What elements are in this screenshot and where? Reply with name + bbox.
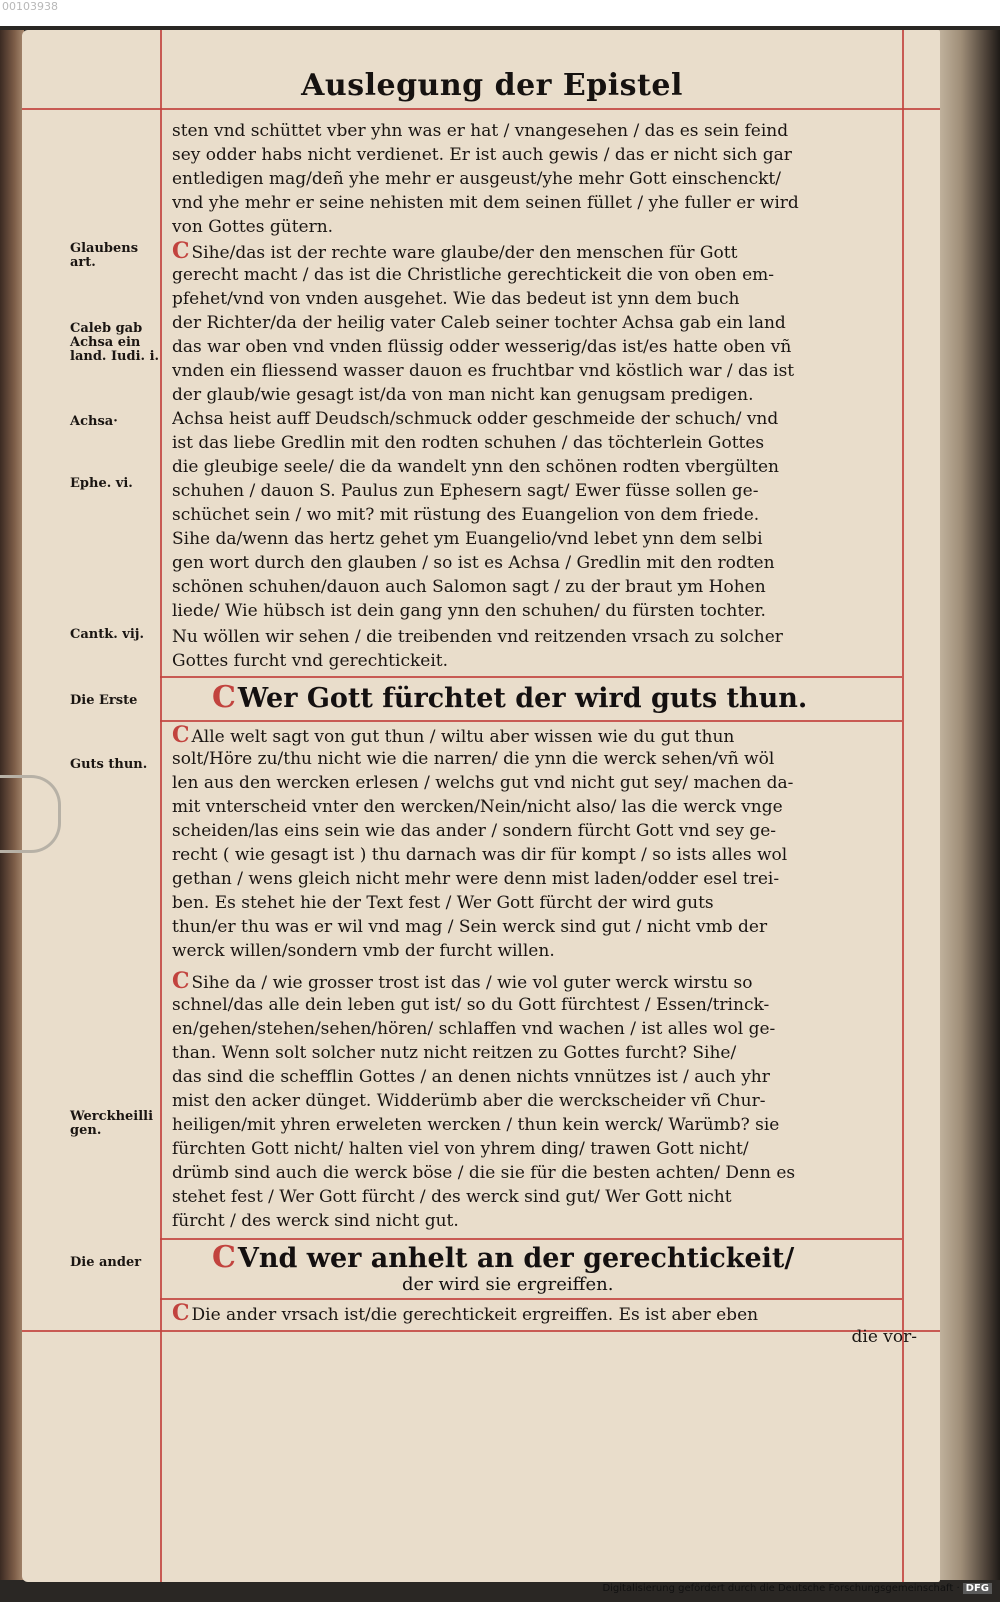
margin-rule-left xyxy=(160,30,162,1582)
text-line: das war oben vnd vnden flüssig odder wesserig/das ist/es hatte oben vñ xyxy=(172,337,792,357)
section-heading-2 xyxy=(212,1240,912,1275)
text-line: stehet fest / Wer Gott fürcht / des werck sind gut/ Wer Gott nicht xyxy=(172,1187,732,1207)
book-right-edge xyxy=(935,30,1000,1580)
pilcrow-icon: C xyxy=(172,970,190,994)
rule-below-heading-2 xyxy=(160,1298,902,1300)
text-line: recht ( wie gesagt ist ) thu darnach was dir für kompt / so ists alles wol xyxy=(172,845,788,865)
gloss-glaubens-art: Glaubens art. xyxy=(70,241,139,270)
dfg-logo: DFG xyxy=(963,1583,992,1594)
pilcrow-icon: C xyxy=(172,724,190,748)
text-line: than. Wenn solt solcher nutz nicht reitzen zu Gottes furcht? Sihe/ xyxy=(172,1043,737,1063)
text-line: vnden ein fliessend wasser dauon es fruchtbar vnd köstlich war / das ist xyxy=(172,361,795,381)
text-line: schuhen / dauon S. Paulus zun Ephesern sagt/ Ewer füsse sollen ge- xyxy=(172,481,759,501)
text-line: von Gottes gütern. xyxy=(172,217,334,237)
text-line: mist den acker dünget. Widderümb aber die werckscheider vñ Chur- xyxy=(172,1091,766,1111)
text-line: pfehet/vnd von vnden ausgehet. Wie das bedeut ist ynn dem buch xyxy=(172,289,740,309)
text-line: drümb sind auch die werck böse / die sie für die besten achten/ Denn es xyxy=(172,1163,796,1183)
text-line: sey odder habs nicht verdienet. Er ist auch gewis / das er nicht sich gar xyxy=(172,145,792,165)
text-line: werck willen/sondern vmb der furcht willen. xyxy=(172,941,555,961)
text-span: Sihe da / wie grosser trost ist das / wie vol guter werck wirstu so xyxy=(191,973,753,993)
text-line: das sind die schefflin Gottes / an denen nichts vnnützes ist / auch yhr xyxy=(172,1067,770,1087)
pilcrow-icon: C xyxy=(212,1240,236,1275)
text-line: scheiden/las eins sein wie das ander / sondern fürcht Gott vnd sey ge- xyxy=(172,821,777,841)
text-line: gerecht macht / das ist die Christliche gerechtickeit die von oben em- xyxy=(172,265,774,285)
text-line: Achsa heist auff Deudsch/schmuck odder geschmeide der schuch/ vnd xyxy=(172,409,779,429)
top-strip xyxy=(0,0,1000,26)
text-line: fürchten Gott nicht/ halten viel von yhrem ding/ trawen Gott nicht/ xyxy=(172,1139,749,1159)
text-line: der glaub/wie gesagt ist/da von man nicht kan genugsam predigen. xyxy=(172,385,754,405)
text-line: thun/er thu was er wil vnd mag / Sein werck sind gut / nicht vmb der xyxy=(172,917,768,937)
rule-above-heading-1 xyxy=(160,676,902,678)
text-line-paragraph-start xyxy=(172,724,917,748)
text-line: en/gehen/stehen/sehen/hören/ schlaffen vnd wachen / ist alles wol ge- xyxy=(172,1019,776,1039)
text-line: gethan / wens gleich nicht mehr were denn mist laden/odder esel trei- xyxy=(172,869,780,889)
heading-text: Wer Gott fürchtet der wird guts thun. xyxy=(237,683,808,714)
section-heading-1 xyxy=(212,680,912,715)
text-line: Sihe da/wenn das hertz gehet ym Euangelio/vnd lebet ynn dem selbi xyxy=(172,529,763,549)
footer-credit xyxy=(602,1583,992,1594)
text-line: solt/Höre zu/thu nicht wie die narren/ die ynn die werck sehen/vñ wöl xyxy=(172,749,775,769)
gloss-cantk: Cantk. vij. xyxy=(70,627,145,642)
gloss-ephe: Ephe. vi. xyxy=(70,476,133,491)
text-line-paragraph-start xyxy=(172,1302,917,1326)
heading-text: Vnd wer anhelt an der gerechtickeit/ xyxy=(237,1243,795,1274)
pilcrow-icon: C xyxy=(172,240,190,264)
text-line: len aus den wercken erlesen / welchs gut vnd nicht gut sey/ machen da- xyxy=(172,773,794,793)
section-heading-2-continuation: der wird sie ergreiffen. xyxy=(402,1274,614,1295)
text-line: die gleubige seele/ die da wandelt ynn den schönen rodten vbergülten xyxy=(172,457,779,477)
gloss-guts-thun: Guts thun. xyxy=(70,757,148,772)
scan-id: 00103938 xyxy=(2,0,58,13)
text-line-paragraph-start xyxy=(172,970,917,994)
text-line: ben. Es stehet hie der Text fest / Wer Gott fürcht der wird guts xyxy=(172,893,714,913)
page-header: Auslegung der Epistel xyxy=(301,68,683,103)
gloss-achsa: Achsa· xyxy=(70,414,118,429)
gloss-caleb: Caleb gab Achsa ein land. Iudi. i. xyxy=(70,321,160,364)
gloss-werckheilligen: Werckheilli gen. xyxy=(70,1109,154,1138)
footer-credit-text: Digitalisierung gefördert durch die Deutsche Forschungsgemeinschaft · xyxy=(602,1583,960,1594)
text-line-paragraph-start xyxy=(172,240,917,264)
text-line: liede/ Wie hübsch ist dein gang ynn den schuhen/ du fürsten tochter. xyxy=(172,601,766,621)
header-rule xyxy=(22,108,940,110)
text-line: fürcht / des werck sind nicht gut. xyxy=(172,1211,459,1231)
pilcrow-icon: C xyxy=(212,680,236,715)
text-line: Gottes furcht vnd gerechtickeit. xyxy=(172,651,449,671)
text-line: der Richter/da der heilig vater Caleb seiner tochter Achsa gab ein land xyxy=(172,313,786,333)
page-clip xyxy=(0,775,61,853)
text-line: schnel/das alle dein leben gut ist/ so du Gott fürchtest / Essen/trinck- xyxy=(172,995,770,1015)
text-span: Sihe/das ist der rechte ware glaube/der den menschen für Gott xyxy=(191,243,738,263)
book-page xyxy=(22,30,940,1582)
text-line: sten vnd schüttet vber yhn was er hat / vnangesehen / das es sein feind xyxy=(172,121,789,141)
text-span: Alle welt sagt von gut thun / wiltu aber wissen wie du gut thun xyxy=(191,727,735,747)
text-line: heiligen/mit yhren erweleten wercken / thun kein werck/ Warümb? sie xyxy=(172,1115,780,1135)
catchword: die vor- xyxy=(851,1327,917,1347)
gloss-die-erste: Die Erste xyxy=(70,693,138,708)
rule-below-heading-1 xyxy=(160,720,902,722)
text-line: Nu wöllen wir sehen / die treibenden vnd reitzenden vrsach zu solcher xyxy=(172,627,783,647)
gloss-die-ander: Die ander xyxy=(70,1255,142,1270)
pilcrow-icon: C xyxy=(172,1302,190,1326)
text-line: vnd yhe mehr er seine nehisten mit dem seinen füllet / yhe fuller er wird xyxy=(172,193,799,213)
text-line: gen wort durch den glauben / so ist es Achsa / Gredlin mit den rodten xyxy=(172,553,775,573)
text-line: ist das liebe Gredlin mit den rodten schuhen / das töchterlein Gottes xyxy=(172,433,765,453)
text-span: Die ander vrsach ist/die gerechtickeit ergreiffen. Es ist aber eben xyxy=(191,1305,759,1325)
text-line: schönen schuhen/dauon auch Salomon sagt / zu der braut ym Hohen xyxy=(172,577,766,597)
text-line: mit vnterscheid vnter den wercken/Nein/nicht also/ las die werck vnge xyxy=(172,797,783,817)
text-line: schüchet sein / wo mit? mit rüstung des Euangelion von dem friede. xyxy=(172,505,760,525)
text-line: entledigen mag/deñ yhe mehr er ausgeust/yhe mehr Gott einschenckt/ xyxy=(172,169,781,189)
